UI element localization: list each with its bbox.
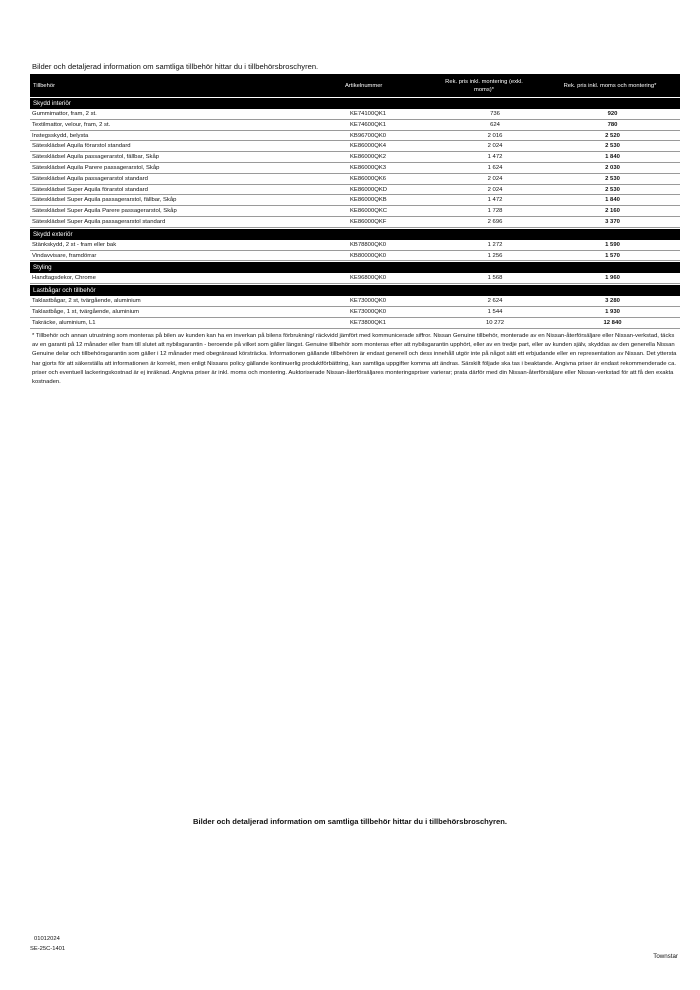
row-price-in: 12 840 <box>603 319 622 326</box>
header-name: Tillbehör <box>33 82 56 89</box>
row-article: KE73000QK0 <box>350 308 387 315</box>
row-name: Vindavvisare, framdörrar <box>32 252 97 259</box>
row-name: Instegsskydd, belysta <box>32 132 89 139</box>
intro-text: Bilder och detaljerad information om samtliga tillbehör hittar du i tillbehörsbroschyren. <box>32 62 319 71</box>
row-price-ex: 624 <box>490 121 500 128</box>
row-article: KE86000QK6 <box>350 175 387 182</box>
footer-code: SE-25C-1401 <box>30 946 66 952</box>
row-article: KE86000QK2 <box>350 154 387 161</box>
row-name: Sätesklädsel Super Aquila passagerarstol standard <box>32 218 166 225</box>
row-price-in: 1 930 <box>605 308 620 315</box>
section-header: Skydd exteriör <box>30 229 680 240</box>
table-row <box>30 307 680 318</box>
table-row <box>30 163 680 174</box>
table-row <box>30 141 680 152</box>
table-row <box>30 318 680 329</box>
table-row <box>30 217 680 228</box>
row-name: Sätesklädsel Aquila förarstol standard <box>32 143 131 150</box>
row-price-ex: 1 472 <box>487 197 503 204</box>
row-price-in: 3 280 <box>605 298 620 305</box>
row-price-ex: 1 728 <box>487 208 503 215</box>
row-price-in: 2 530 <box>605 186 620 193</box>
row-price-ex: 10 272 <box>485 319 505 326</box>
row-article: KE86000QKF <box>350 218 387 225</box>
row-price-in: 3 370 <box>605 218 620 225</box>
section-header: Skydd interiör <box>30 98 680 109</box>
row-article: KE74100QK1 <box>350 111 387 117</box>
row-price-in: 1 840 <box>605 197 620 204</box>
row-name: Sätesklädsel Aquila Parere passagerarstol, Skåp <box>32 164 160 171</box>
table-row <box>30 206 680 217</box>
footer-date: 01012024 <box>34 936 60 942</box>
row-name: Sätesklädsel Super Aquila Parere passagerarstol, Skåp <box>32 208 177 215</box>
footer-model: Townstar <box>653 953 678 960</box>
row-price-in: 2 530 <box>605 143 620 150</box>
row-price-ex: 1 256 <box>487 252 503 259</box>
row-price-ex: 1 544 <box>487 308 503 315</box>
row-price-ex: 1 568 <box>487 275 503 282</box>
row-price-in: 2 530 <box>605 175 620 182</box>
table-row <box>30 120 680 131</box>
row-price-ex: 1 272 <box>487 241 503 248</box>
footnote: * Tillbehör och annan utrustning som monteras på bilen av kunden kan ha en inverkan på bilens förbrukning/ räckvidd jämfört med kommunicerade siffror. Nissan Genuine tillbehör, monterade av en Nissan-återförsäljare eller Nissan-verkstad, täcks av en garanti på 12 månader eller fram till slutet att nybilsgarantin - beroende på vilket som gäller längst. Genuine tillbehör som monteras efter att nybilsgarantin upphört, eller av en tredje part, eller av kunden själv, skyddas av den generella Nissan Genuine delar och tillbehörsgarantin som gäller i 12 månader med obegränsad körsträcka. Informationen gällande tillbehören är endast generell och dess innehåll utgör inte på något sätt ett erbjudande eller en representation av Nissan. Det yttersta har gjorts för att säkerställa att informationen är korrekt, men enligt Nissans policy gällande kontinuerlig produktförbättring, kan samtliga uppgifter komma att ändras. Särskilt följade ska tas i beaktande. Angivna priser är endast rekommenderade ca. priser och eventuell lackeringskostnad är ej inräknad. Angivna priser är inkl. moms och montering. Auktoriserade Nissan-återförsäljares monteringspriser varierar; prata därför med din Nissan-återförsäljare eller Nissan-verkstad för att få den exakta kostnaden. <box>32 333 677 386</box>
row-price-ex: 1 624 <box>487 164 503 171</box>
table-row <box>30 174 680 185</box>
row-article: KB80000QK0 <box>350 252 387 259</box>
row-name: Sätesklädsel Aquila passagerarstol standard <box>32 175 148 182</box>
header-article: Artikelnummer <box>345 82 383 89</box>
header-price-ex-line1: Rek. pris inkl. montering (exkl. <box>445 78 523 85</box>
row-price-ex: 2 024 <box>487 186 503 193</box>
row-article: KE86000QKC <box>350 208 388 215</box>
row-article: KE86000QKB <box>350 197 387 204</box>
row-price-ex: 2 024 <box>487 143 503 150</box>
table-row <box>30 251 680 262</box>
row-name: Gummimattor, fram, 2 st. <box>32 111 97 117</box>
table-row <box>30 109 680 120</box>
row-price-in: 920 <box>607 111 618 117</box>
header-price-ex <box>420 74 548 97</box>
table-row <box>30 240 680 251</box>
section-header: Styling <box>30 262 680 273</box>
row-price-ex: 1 472 <box>487 154 503 161</box>
table-header <box>30 74 680 97</box>
row-price-ex: 2 016 <box>487 132 503 139</box>
row-price-in: 780 <box>607 121 618 128</box>
row-article: KE86000QKD <box>350 186 388 193</box>
row-article: KE73800QK1 <box>350 319 387 326</box>
row-price-in: 2 160 <box>605 208 620 215</box>
row-name: Takräcke, aluminium, L1 <box>32 319 96 326</box>
table-body <box>30 98 680 329</box>
row-article: KE96800QK0 <box>350 275 387 282</box>
row-name: Taklastbåge, 1 st, tvärgående, aluminium <box>32 308 140 315</box>
accessories-table <box>30 74 680 329</box>
row-name: Stänkskydd, 2 st - fram eller bak <box>32 241 117 248</box>
row-price-in: 2 520 <box>605 132 620 139</box>
row-name: Sätesklädsel Super Aquila förarstol standard <box>32 186 148 193</box>
table-row <box>30 152 680 163</box>
table-row <box>30 296 680 307</box>
row-price-in: 1 590 <box>605 241 620 248</box>
header-price-ex-line2: moms)* <box>474 86 494 93</box>
section-header: Lastbågar och tillbehör <box>30 285 680 296</box>
row-name: Sätesklädsel Super Aquila passagerarstol, fällbar, Skåp <box>32 197 177 204</box>
row-article: KE86000QK4 <box>350 143 387 150</box>
row-name: Taklastbågar, 2 st, tvärgående, aluminium <box>32 298 141 305</box>
row-article: KB78800QK0 <box>350 241 387 248</box>
row-article: KB96700QK0 <box>350 132 387 139</box>
row-price-in: 1 840 <box>605 154 620 161</box>
row-price-ex: 2 024 <box>487 175 503 182</box>
row-name: Sätesklädsel Aquila passagerarstol, fällbar, Skåp <box>32 154 160 161</box>
header-price-in: Rek. pris inkl. moms och montering* <box>563 82 657 89</box>
row-name: Textilmattor, velour, fram, 2 st. <box>32 121 111 128</box>
row-price-ex: 2 696 <box>487 218 503 225</box>
row-article: KE74600QK1 <box>350 121 387 128</box>
row-price-in: 1 960 <box>605 275 620 282</box>
table-row <box>30 273 680 284</box>
row-price-ex: 736 <box>490 111 500 117</box>
row-article: KE73000QK0 <box>350 298 387 305</box>
row-article: KE86000QK3 <box>350 164 387 171</box>
row-price-in: 1 570 <box>605 252 620 259</box>
row-price-ex: 2 624 <box>487 298 503 305</box>
table-row <box>30 195 680 206</box>
row-name: Handtagsdekor, Chrome <box>32 275 96 282</box>
center-note: Bilder och detaljerad information om samtliga tillbehör hittar du i tillbehörsbroschyren. <box>193 817 507 826</box>
table-row <box>30 131 680 142</box>
table-row <box>30 185 680 196</box>
row-price-in: 2 030 <box>605 164 620 171</box>
